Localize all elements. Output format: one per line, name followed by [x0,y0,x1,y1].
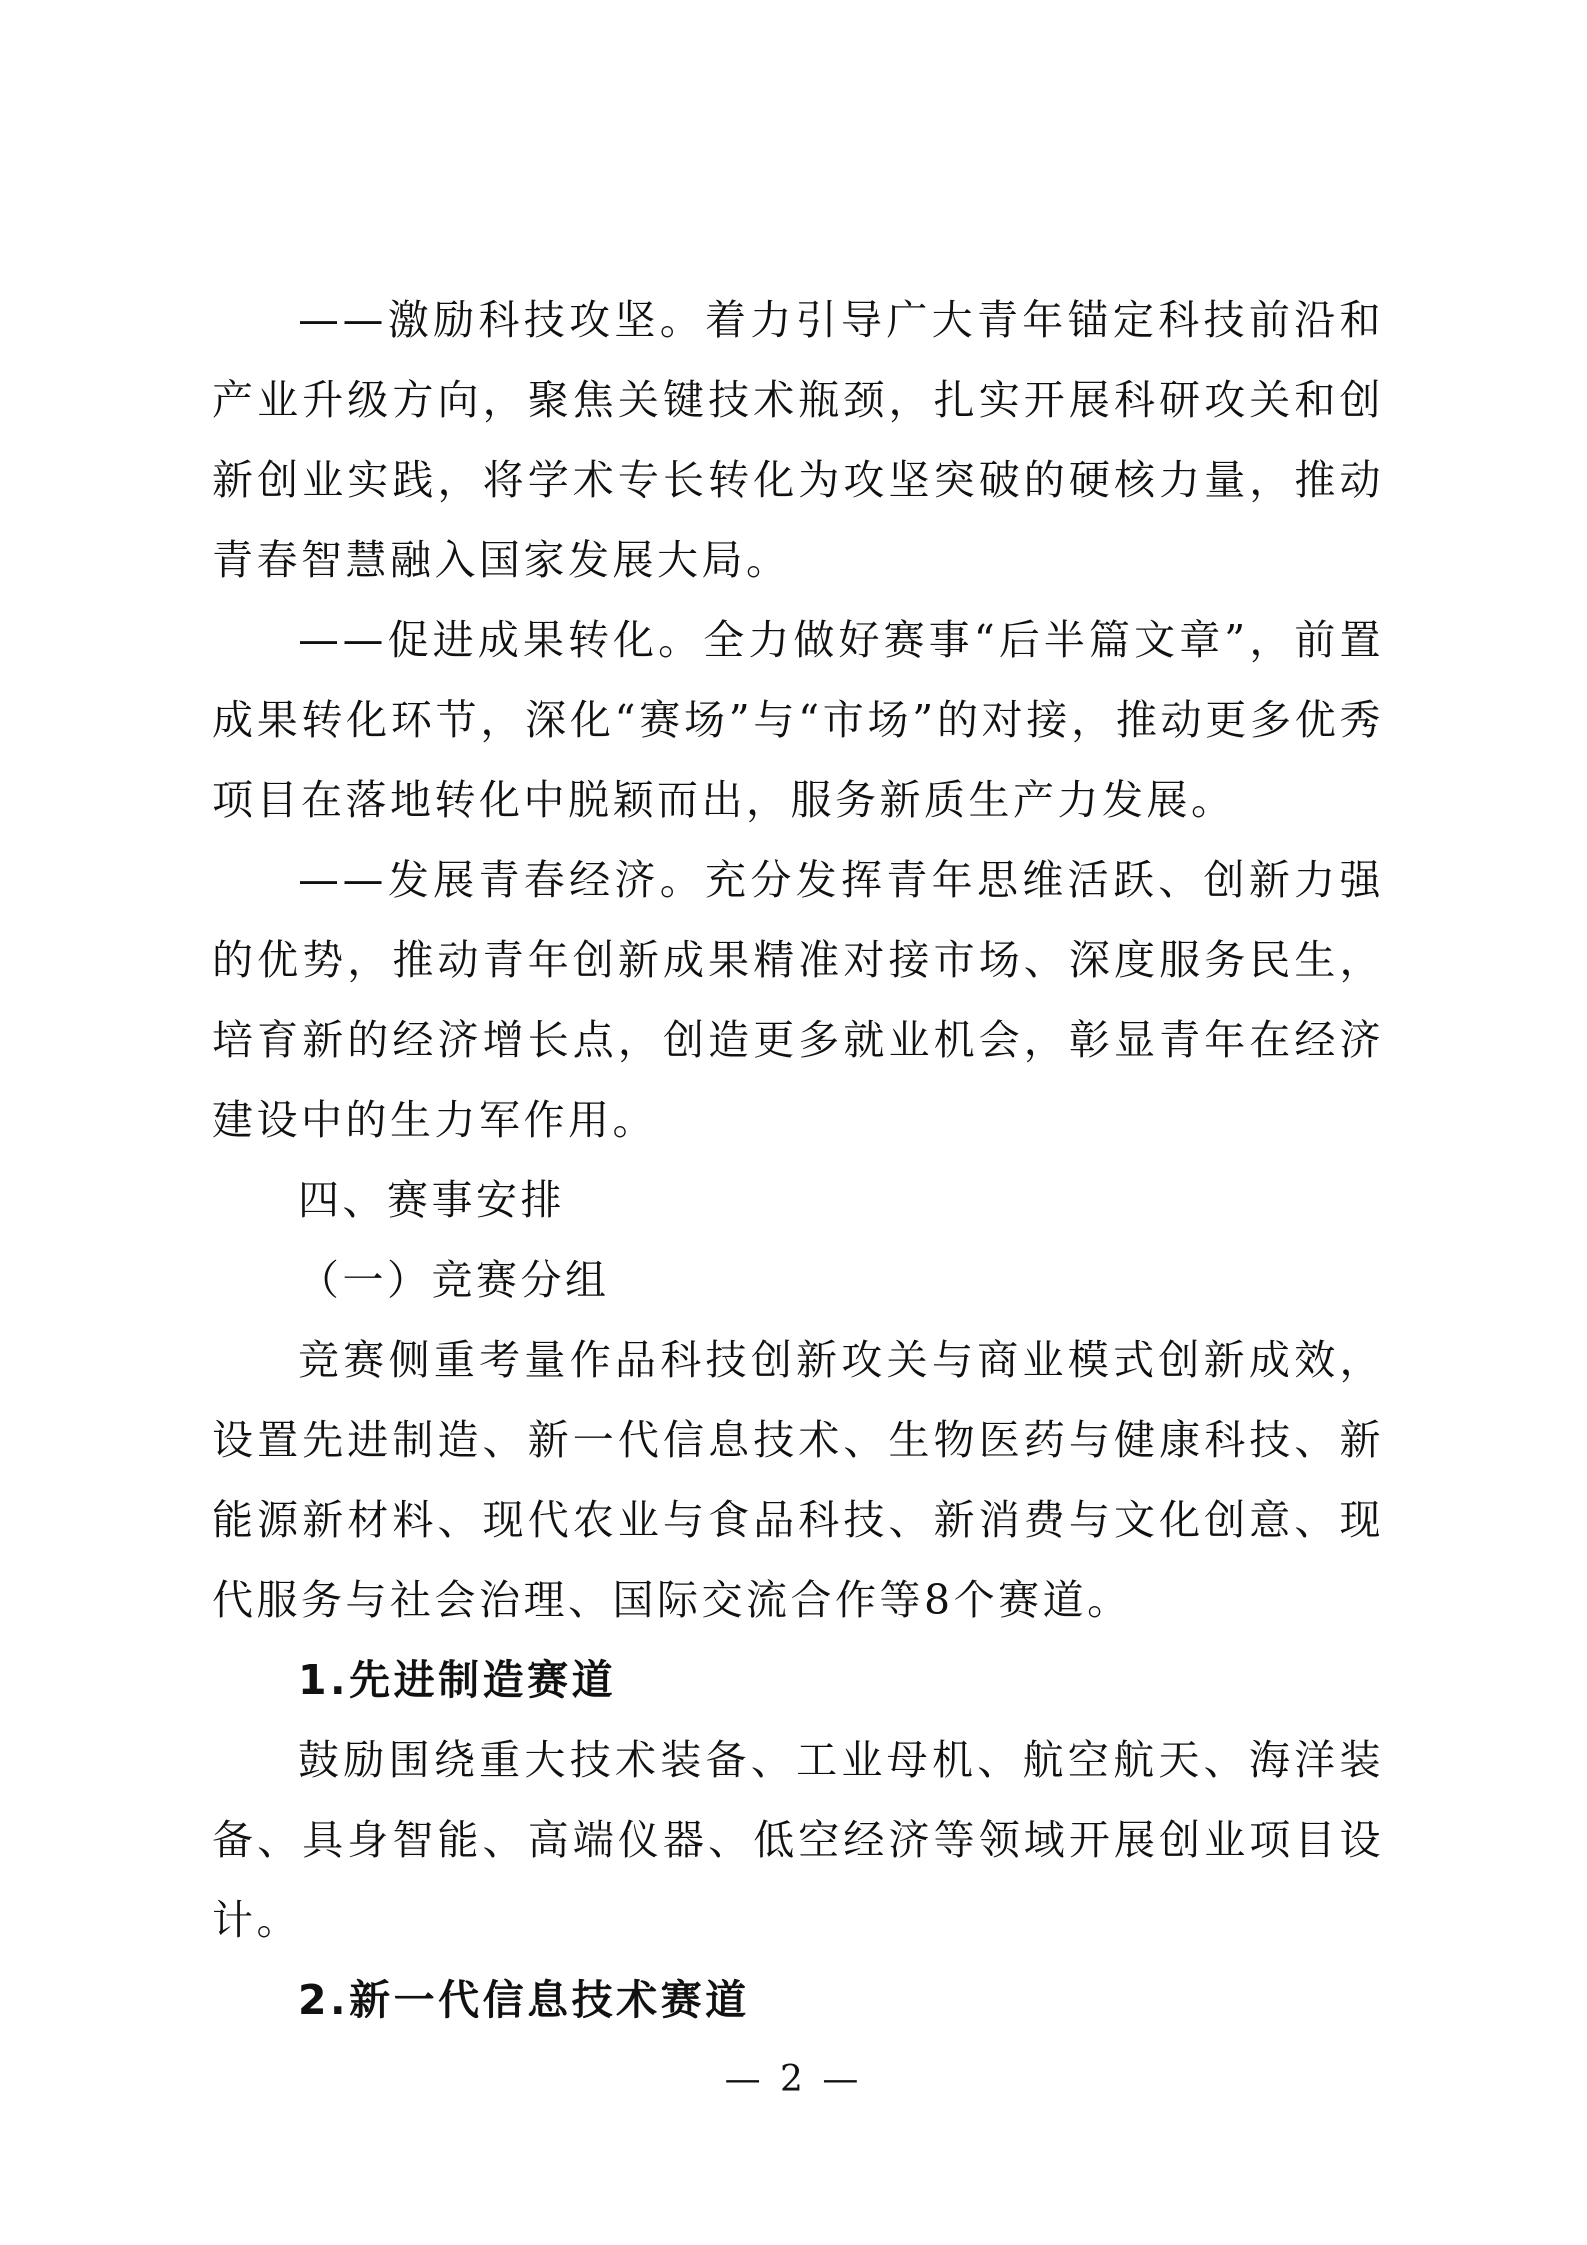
subsection-heading: （一）竞赛分组 [298,1256,610,1304]
paragraph-text: 全力做好赛事“后半篇文章”，前置成果转化环节，深化“赛场”与“市场”的对接，推动更多优秀项目在落地转化中脱颖而出，服务新质生产力发展。 [212,616,1385,824]
section-heading: 四、赛事安排 [298,1176,565,1224]
paragraph-text: 充分发挥青年思维活跃、创新力强的优势，推动青年创新成果精准对接市场、深度服务民生，培育新的经济增长点，创造更多就业机会，彰显青年在经济建设中的生力军作用。 [212,856,1384,1144]
page-number: — 2 — [724,2059,863,2100]
paragraph-lead: ——促进成果转化。 [298,616,704,664]
paragraph-grouping: 竞赛侧重考量作品科技创新攻关与商业模式创新成效，设置先进制造、新一代信息技术、生物医药与健康科技、新能源新材料、现代农业与食品科技、新消费与文化创意、现代服务与社会治理、国际交流合作等8个赛道。 [212,1336,1384,1624]
paragraph-text: 着力引导广大青年锚定科技前沿和产业升级方向，聚焦关键技术瓶颈，扎实开展科研攻关和创新创业实践，将学术专长转化为攻坚突破的硬核力量，推动青春智慧融入国家发展大局。 [212,296,1384,584]
track-heading-advanced-manufacturing: 1.先进制造赛道 [298,1656,617,1704]
paragraph-advanced-manufacturing: 鼓励围绕重大技术装备、工业母机、航空航天、海洋装备、具身智能、高端仪器、低空经济等领域开展创业项目设计。 [212,1736,1384,1944]
paragraph-result-conversion [212,600,1384,840]
paragraph-youth-economy [212,840,1384,1160]
paragraph-lead: ——激励科技攻坚。 [298,296,706,344]
document-body [212,280,1384,2040]
paragraph-lead: ——发展青春经济。 [298,856,706,904]
paragraph-tech-breakthrough [212,280,1384,600]
track-heading-new-generation-it: 2.新一代信息技术赛道 [298,1976,750,2024]
